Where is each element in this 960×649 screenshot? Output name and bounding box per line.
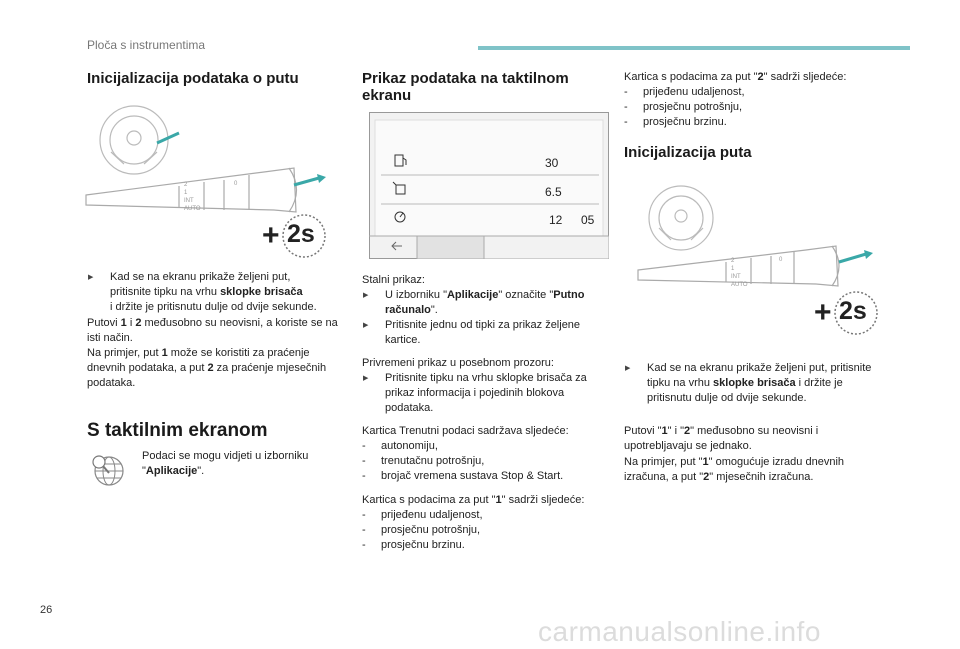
svg-text:0: 0 (234, 181, 238, 187)
section-heading-touch-screen: S taktilnim ekranom (87, 420, 268, 441)
hold-2s-label: 2s (839, 297, 867, 325)
list-item: - brojač vremena sustava Stop & Start. (362, 469, 612, 484)
section-heading-trip-init: Inicijalizacija puta (624, 144, 752, 161)
plus-sign: + (814, 296, 832, 329)
bullet-text: i držite je pritisnutu dulje od dvije sekunde. (110, 301, 317, 313)
svg-text:AUTO: AUTO (184, 206, 201, 212)
label-trip1-card: Kartica s podacima za put "1" sadrži sljedeće: (362, 494, 585, 506)
plus-sign: + (262, 219, 280, 252)
paragraph-independence: Putovi "1" i "2" međusobno su neovisni i upotrebljavaju se jednako. (624, 425, 819, 452)
svg-text:1: 1 (184, 190, 188, 196)
instruction-bullet: ▶ U izborniku "Aplikacije" označite "Putno računalo". (362, 288, 612, 318)
label-trip2-card: Kartica s podacima za put "2" sadrži sljedeće: (624, 71, 847, 83)
list-item: - prosječnu potrošnju, (624, 100, 884, 115)
screen-value-range: 30 (545, 156, 559, 170)
svg-text:0: 0 (779, 257, 783, 263)
instruction-bullet: ▶ Kad se na ekranu prikaže željeni put, pritisnite tipku na vrhu sklopke brisača i držite je pritisnutu dulje od dvije sekunde. (624, 361, 884, 406)
page-number: 26 (40, 604, 53, 616)
screen-value-hours: 12 (549, 213, 563, 227)
watermark: carmanualsonline.info (538, 616, 821, 647)
instruction-bullet (87, 270, 340, 315)
list-item: - prosječnu potrošnju, (362, 523, 612, 538)
svg-text:2: 2 (184, 182, 188, 188)
pointer-arrow-icon (839, 254, 866, 262)
instruction-bullet: ▶ Pritisnite tipku na vrhu sklopke brisača za prikaz informacija i pojedinih blokova podataka. (362, 371, 612, 416)
instruction-bullet: ▶ Pritisnite jednu od tipki za prikaz željene kartice. (362, 318, 612, 348)
list-item: - prijeđenu udaljenost, (624, 85, 884, 100)
running-header: Ploča s instrumentima (87, 38, 206, 52)
list-item: - prijeđenu udaljenost, (362, 508, 612, 523)
bullet-bold: sklopke brisača (220, 286, 303, 298)
paragraph-example: Na primjer, put 1 može se koristiti za praćenje dnevnih podataka, a put 2 za praćenje mjesečnih podataka. (87, 347, 327, 389)
list-item: - autonomiju, (362, 439, 612, 454)
bullet-text: Kad se na ekranu prikaže željeni put, (110, 271, 291, 283)
touch-display-text (362, 273, 612, 553)
label-permanent-display: Stalni prikaz: (362, 274, 425, 286)
touch-screen-illustration (369, 112, 609, 259)
list-item: - trenutačnu potrošnju, (362, 454, 612, 469)
svg-text:INT: INT (731, 274, 741, 280)
list-item: - prosječnu brzinu. (362, 538, 612, 553)
svg-text:2: 2 (731, 258, 735, 264)
paragraph-independence: Putovi 1 i 2 međusobno su neovisni, a koriste se na isti način. (87, 317, 338, 344)
apps-globe-icon (89, 451, 125, 487)
label-current-data-card: Kartica Trenutni podaci sadržava sljedeće: (362, 425, 569, 437)
screen-tab (417, 236, 484, 259)
trip2-card-text (624, 70, 884, 130)
bullet-text: pritisnite tipku na vrhu (110, 286, 221, 298)
section-heading-trip-data-init: Inicijalizacija podataka o putu (87, 70, 299, 87)
list-item: - prosječnu brzinu. (624, 115, 884, 130)
svg-text:INT: INT (184, 198, 194, 204)
svg-text:AUTO: AUTO (731, 282, 748, 288)
pointer-arrow-icon (294, 178, 319, 185)
screen-value-consumption: 6.5 (545, 185, 562, 199)
instruction-block (87, 270, 340, 315)
svg-text:1: 1 (731, 266, 735, 272)
hold-2s-label: 2s (287, 220, 315, 248)
paragraph-example: Na primjer, put "1" omogućuje izradu dnevnih izračuna, a put "2" mjesečnih izračuna. (624, 456, 845, 483)
screen-value-minutes: 05 (581, 213, 595, 227)
apps-info-text: Podaci se mogu vidjeti u izborniku "Aplikacije". (142, 450, 309, 477)
section-heading-touch-display: Prikaz podataka na taktilnom ekranu (362, 70, 569, 104)
header-accent-bar (478, 46, 910, 50)
screen-tab (484, 236, 609, 259)
label-temporary-display: Privremeni prikaz u posebnom prozoru: (362, 357, 554, 369)
